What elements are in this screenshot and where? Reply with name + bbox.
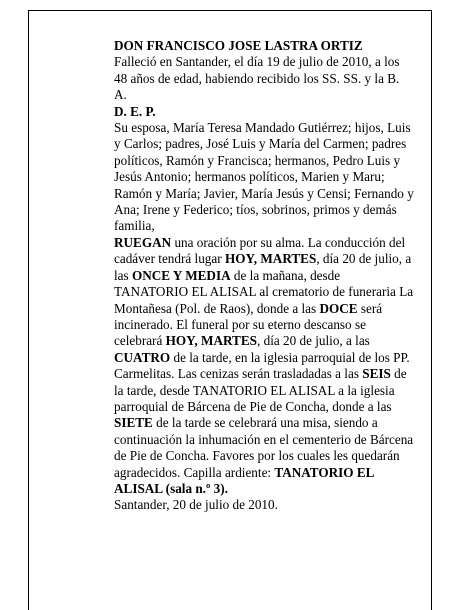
ruegan-word: RUEGAN: [114, 234, 172, 250]
time-doce: DOCE: [319, 300, 358, 316]
ceremony-text-3: de la mañana, desde TANATORIO EL ALISAL al crematorio de funeraria La Montañesa (Pol. de Raos), donde a las: [114, 267, 414, 316]
time-siete: SIETE: [114, 415, 153, 431]
deceased-name: DON FRANCISCO JOSE LASTRA ORTIZ: [114, 38, 363, 53]
ceremony-text-2: , día 20 de julio, a las: [114, 251, 412, 283]
family-list: Su esposa, María Teresa Mandado Gutiérrez; hijos, Luis y Carlos; padres, José Luis y María del Carmen; padres políticos, Ramón y Francisca; hermanos, Pedro Luis y Jesús Antonio; hermanos políticos, Marien y Maru; Ramón y María; Javier, María Jesús y Censi; Fernando y Ana; Irene y Federico; tíos, sobrinos, primos y demás familia,: [114, 120, 414, 234]
date-emphasis-1: HOY, MARTES: [224, 251, 317, 267]
death-statement: Falleció en Santander, el día 19 de julio de 2010, a los 48 años de edad, habiendo recibido los SS. SS. y la B. A.: [114, 54, 400, 103]
ceremony-text-6: de la tarde, en la iglesia parroquial de los PP. Carmelitas. Las cenizas serán trasladadas a las: [114, 349, 410, 382]
signature-line: Santander, 20 de julio de 2010.: [114, 497, 278, 513]
ceremony-text-7: de la tarde, desde TANATORIO EL ALISAL a la iglesia parroquial de Bárcena de Pie de Concha, donde a las: [114, 366, 407, 414]
ceremony-text-5: , día 20 de julio, a las: [257, 333, 370, 349]
obituary-notice: [114, 38, 414, 514]
date-emphasis-2: HOY, MARTES: [165, 333, 257, 349]
time-once-y-media: ONCE Y MEDIA: [131, 267, 231, 283]
dep-line: D. E. P.: [114, 103, 156, 119]
ceremony-text-1: una oración por su alma. La conducción del cadáver tendrá lugar: [114, 234, 406, 267]
ceremony-text-4: será incinerado. El funeral por su eterno descanso se celebrará: [114, 300, 383, 349]
time-seis: SEIS: [362, 366, 391, 382]
ceremony-details: [114, 235, 414, 498]
ceremony-text-8: de la tarde se celebrará una misa, siendo a continuación la inhumación en el cementerio de Bárcena de Pie de Concha. Favores por los cuales les quedarán agradecidos. Capilla ardiente:: [114, 415, 414, 480]
chapel-location: TANATORIO EL ALISAL (sala n.º 3).: [114, 464, 374, 496]
time-cuatro: CUATRO: [114, 349, 171, 365]
